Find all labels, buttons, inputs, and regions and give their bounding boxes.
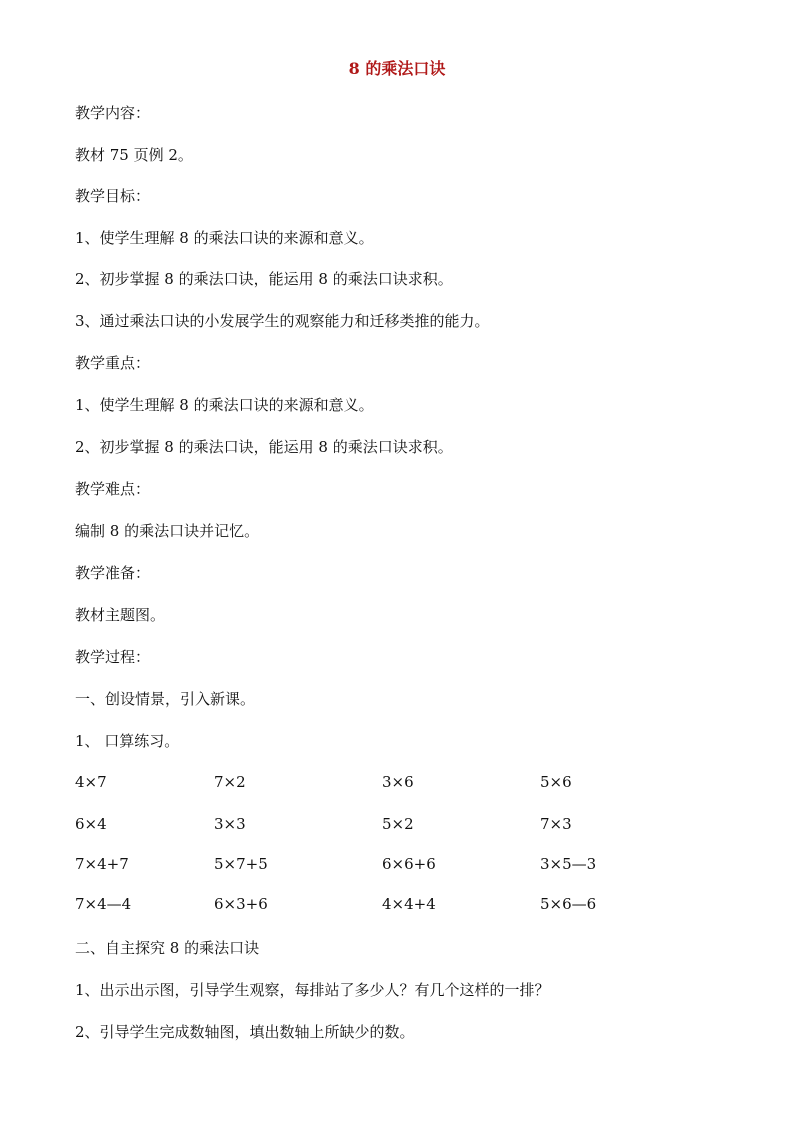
heading-difficulties: 教学难点： bbox=[75, 480, 151, 498]
exercise-item: 4×7 bbox=[75, 773, 107, 791]
exercise-item: 5×6 bbox=[540, 773, 572, 791]
preparation-item: 教材主题图。 bbox=[75, 606, 166, 624]
explore-item-1: 1、出示出示图，引导学生观察，每排站了多少人？有几个这样的一排？ bbox=[75, 981, 550, 999]
heading-teaching-content: 教学内容： bbox=[75, 104, 151, 122]
goal-item-1: 1、使学生理解 8 的乘法口诀的来源和意义。 bbox=[75, 229, 374, 247]
exercise-row bbox=[75, 853, 715, 875]
exercise-item: 3×6 bbox=[382, 773, 414, 791]
exercise-item: 5×6—6 bbox=[540, 895, 597, 913]
exercise-item: 3×5—3 bbox=[540, 855, 597, 873]
key-point-item-2: 2、初步掌握 8 的乘法口诀，能运用 8 的乘法口诀求积。 bbox=[75, 438, 453, 456]
difficulty-item: 编制 8 的乘法口诀并记忆。 bbox=[75, 522, 260, 540]
exercise-item: 5×7+5 bbox=[214, 855, 268, 873]
exercise-row bbox=[75, 893, 715, 915]
goal-item-2: 2、初步掌握 8 的乘法口诀，能运用 8 的乘法口诀求积。 bbox=[75, 270, 453, 288]
exercise-item: 4×4+4 bbox=[382, 895, 436, 913]
heading-key-points: 教学重点： bbox=[75, 354, 151, 372]
mental-arithmetic-heading: 1、 口算练习。 bbox=[75, 732, 180, 750]
exercise-row bbox=[75, 771, 715, 793]
exercise-item: 7×3 bbox=[540, 815, 572, 833]
heading-preparation: 教学准备： bbox=[75, 564, 151, 582]
exercise-item: 3×3 bbox=[214, 815, 246, 833]
exercise-item: 7×4—4 bbox=[75, 895, 132, 913]
document-title: 8 的乘法口诀 bbox=[348, 59, 446, 78]
exercise-item: 6×4 bbox=[75, 815, 107, 833]
exercise-item: 7×2 bbox=[214, 773, 246, 791]
exercise-item: 7×4+7 bbox=[75, 855, 129, 873]
exercise-item: 6×6+6 bbox=[382, 855, 436, 873]
heading-process: 教学过程： bbox=[75, 648, 151, 666]
exercise-item: 5×2 bbox=[382, 815, 414, 833]
explore-item-2: 2、引导学生完成数轴图，填出数轴上所缺少的数。 bbox=[75, 1023, 415, 1041]
goal-item-3: 3、通过乘法口诀的小发展学生的观察能力和迁移类推的能力。 bbox=[75, 312, 490, 330]
process-step-2: 二、自主探究 8 的乘法口诀 bbox=[75, 939, 260, 957]
heading-teaching-goals: 教学目标： bbox=[75, 187, 151, 205]
exercise-row bbox=[75, 813, 715, 835]
process-step-1: 一、创设情景，引入新课。 bbox=[75, 690, 256, 708]
exercise-item: 6×3+6 bbox=[214, 895, 268, 913]
paragraph-textbook-reference: 教材 75 页例 2。 bbox=[75, 146, 193, 164]
key-point-item-1: 1、使学生理解 8 的乘法口诀的来源和意义。 bbox=[75, 396, 374, 414]
